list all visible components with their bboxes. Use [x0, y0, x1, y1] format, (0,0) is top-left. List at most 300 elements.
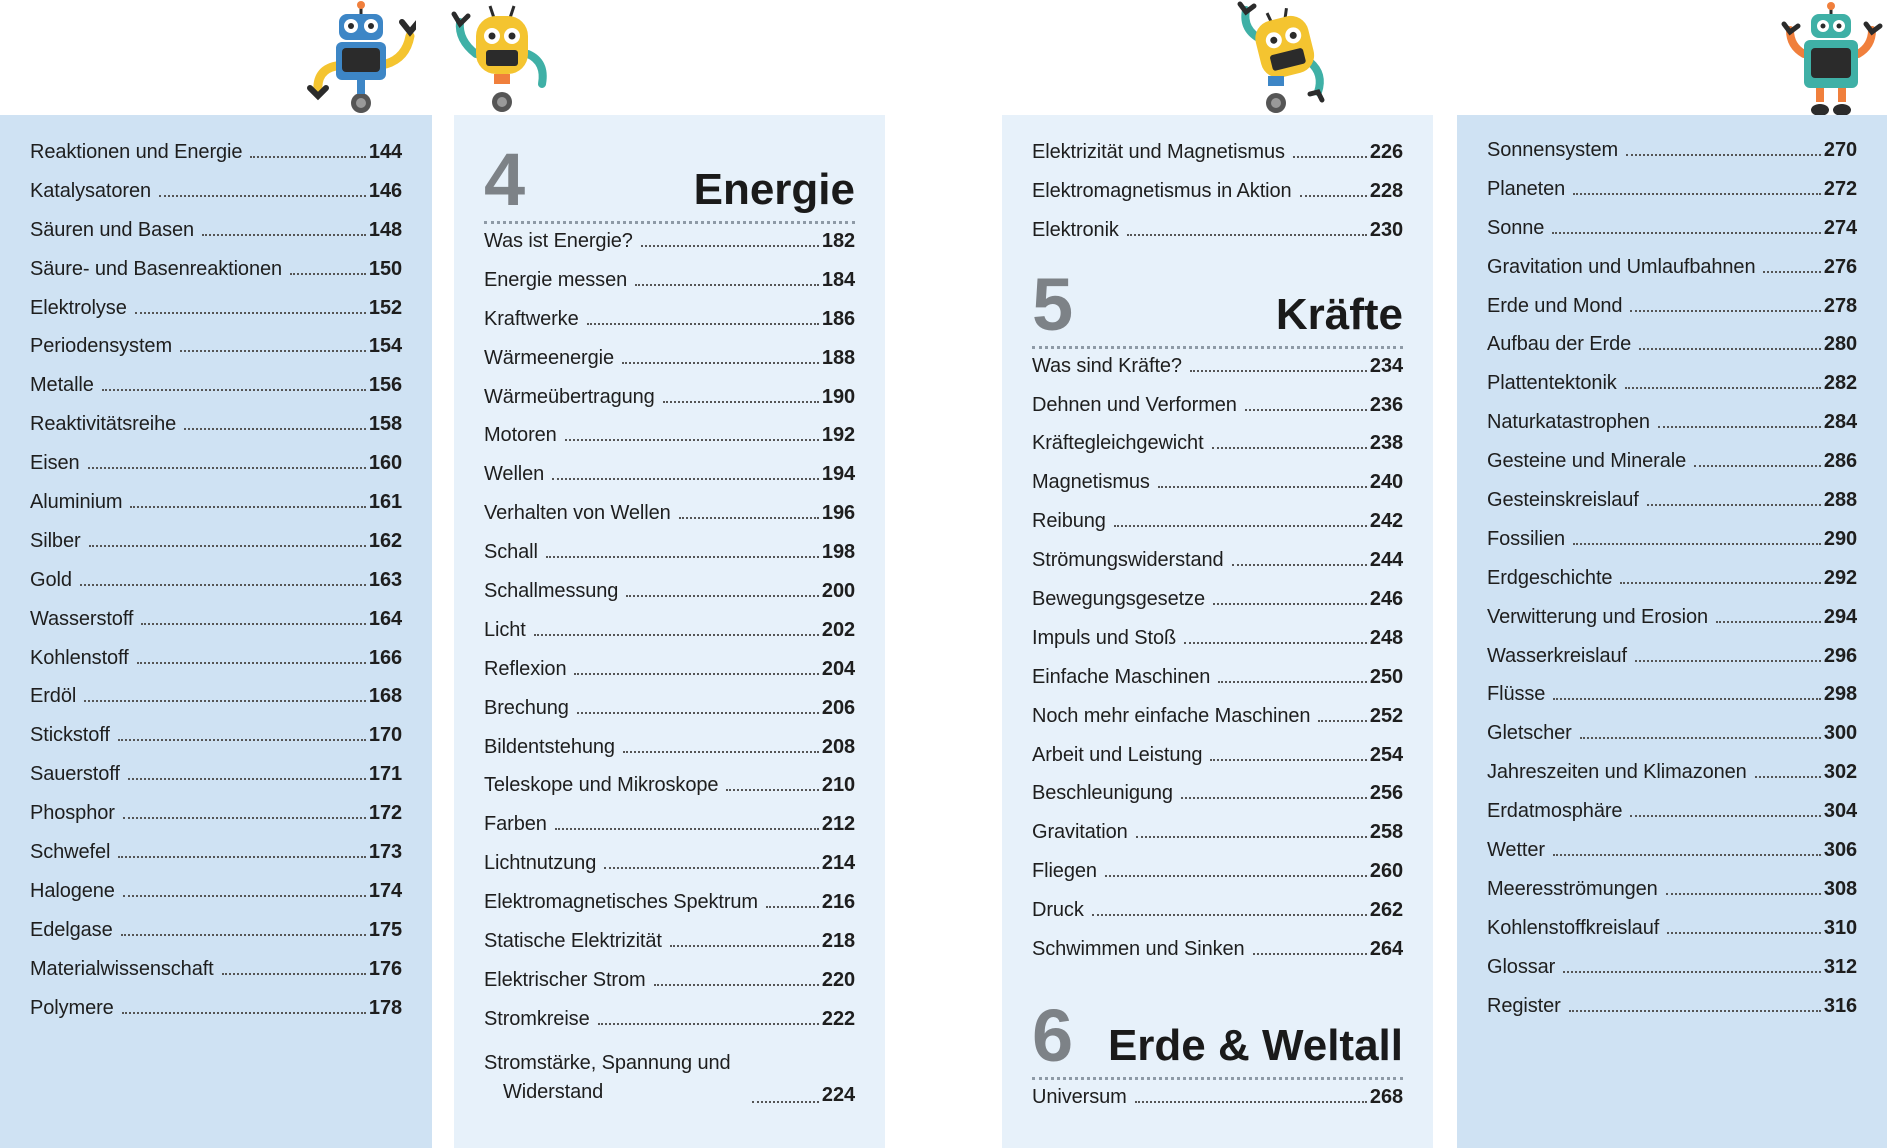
- dot-leader: [598, 1023, 819, 1025]
- dot-leader: [1630, 815, 1820, 817]
- toc-entry[interactable]: [1032, 394, 1403, 433]
- toc-entry[interactable]: [1032, 588, 1403, 627]
- toc-entry-title: Licht: [484, 618, 526, 641]
- toc-entry-page: 156: [368, 374, 402, 397]
- toc-entry-page: 252: [1369, 704, 1403, 727]
- toc-entry[interactable]: [1487, 800, 1857, 839]
- toc-entry-page: 154: [368, 335, 402, 358]
- toc-entry[interactable]: [1032, 744, 1403, 783]
- dot-leader: [250, 156, 366, 158]
- toc-entry[interactable]: [1032, 1086, 1403, 1125]
- toc-entry-title: Säuren und Basen: [30, 218, 195, 241]
- toc-entry[interactable]: [30, 685, 402, 724]
- toc-entry-title: Wellen: [484, 463, 545, 486]
- toc-entry-title: Elektromagnetismus in Aktion: [1032, 179, 1292, 202]
- toc-entry[interactable]: [30, 763, 402, 802]
- toc-entry-page: 210: [821, 774, 855, 797]
- toc-entry[interactable]: [30, 335, 402, 374]
- toc-panel-erde-weltall-continued: [1457, 115, 1887, 1148]
- toc-entry-page: 186: [821, 307, 855, 330]
- toc-entry[interactable]: [1487, 839, 1857, 878]
- dot-leader: [1666, 893, 1821, 895]
- toc-entry[interactable]: [1487, 878, 1857, 917]
- toc-entry-page: 270: [1823, 139, 1857, 161]
- toc-entry-page: 160: [368, 452, 402, 475]
- toc-entry-title: Farben: [484, 813, 547, 836]
- dot-leader: [1218, 681, 1367, 683]
- toc-entry[interactable]: [1032, 821, 1403, 860]
- toc-entry[interactable]: [484, 230, 855, 269]
- toc-entry-page: 168: [368, 685, 402, 708]
- toc-entry[interactable]: [30, 491, 402, 530]
- toc-entry[interactable]: [1487, 217, 1857, 256]
- toc-entry-page: 230: [1369, 218, 1403, 241]
- toc-entry[interactable]: [30, 569, 402, 608]
- toc-entry-title: Reaktionen und Energie: [30, 141, 243, 163]
- toc-entry-title: Einfache Maschinen: [1032, 665, 1211, 688]
- toc-entry-page: 308: [1823, 877, 1857, 900]
- toc-entry-title: Elektrischer Strom: [484, 968, 646, 991]
- toc-entry-title: Magnetismus: [1032, 471, 1150, 494]
- dot-leader: [89, 545, 366, 547]
- toc-entry[interactable]: [30, 997, 402, 1036]
- dot-leader: [1626, 154, 1821, 156]
- toc-entry-page: 262: [1369, 899, 1403, 922]
- toc-entry[interactable]: [1487, 995, 1857, 1034]
- toc-entry-page: 296: [1823, 644, 1857, 667]
- robot-yellow-illustration: [446, 0, 556, 118]
- dot-leader: [1630, 310, 1820, 312]
- toc-entry-title: Schallmessung: [484, 580, 619, 603]
- toc-entry-title: Flüsse: [1487, 683, 1546, 706]
- dot-leader: [1763, 271, 1820, 273]
- dot-leader: [663, 401, 819, 403]
- toc-entry-page: 256: [1369, 782, 1403, 805]
- toc-entry-title: Eisen: [30, 452, 80, 475]
- dot-leader: [1190, 370, 1367, 372]
- dot-leader: [1158, 486, 1367, 488]
- toc-entry-title: Sonnensystem: [1487, 139, 1619, 161]
- dot-leader: [222, 973, 366, 975]
- toc-entry-page: 175: [368, 918, 402, 941]
- toc-entry-title: Statische Elektrizität: [484, 930, 662, 953]
- toc-entry[interactable]: [30, 608, 402, 647]
- toc-entry-title: Beschleunigung: [1032, 782, 1173, 805]
- toc-entry[interactable]: [1032, 860, 1403, 899]
- toc-entry[interactable]: [1032, 355, 1403, 394]
- toc-entry[interactable]: [1487, 761, 1857, 800]
- toc-entry[interactable]: [30, 880, 402, 919]
- toc-entry[interactable]: [484, 852, 855, 891]
- toc-entry-page: 204: [821, 657, 855, 680]
- toc-entry[interactable]: [1032, 705, 1403, 744]
- toc-entry[interactable]: [1032, 219, 1403, 258]
- toc-entry-title: Edelgase: [30, 918, 113, 941]
- dot-leader: [1755, 776, 1821, 778]
- toc-entry-page: 238: [1369, 432, 1403, 455]
- toc-entry[interactable]: [484, 580, 855, 619]
- toc-entry-page: 172: [368, 802, 402, 825]
- toc-entry-title: Naturkatastrophen: [1487, 411, 1650, 434]
- toc-entry-page: 310: [1823, 916, 1857, 939]
- toc-entry[interactable]: [1487, 683, 1857, 722]
- toc-entry-page: 212: [821, 813, 855, 836]
- dot-leader: [604, 867, 819, 869]
- dot-leader: [1136, 836, 1367, 838]
- toc-entry-page: 274: [1823, 216, 1857, 239]
- toc-entry[interactable]: [484, 774, 855, 813]
- toc-entry-title: Kohlenstoff: [30, 646, 129, 669]
- toc-entry-title: Was sind Kräfte?: [1032, 354, 1182, 377]
- toc-entry-title: Gesteinskreislauf: [1487, 489, 1639, 512]
- toc-entry[interactable]: [1487, 333, 1857, 372]
- chapter-title: Erde & Weltall: [1107, 1020, 1403, 1070]
- dot-leader: [1318, 720, 1366, 722]
- toc-entry-page: 304: [1823, 800, 1857, 823]
- dot-leader: [1573, 193, 1821, 195]
- toc-entry[interactable]: [30, 219, 402, 258]
- toc-entry-page: 162: [368, 529, 402, 552]
- toc-entry-title: Impuls und Stoß: [1032, 626, 1177, 649]
- toc-entry-page: 171: [368, 763, 402, 786]
- toc-entry-page: 288: [1823, 489, 1857, 512]
- dot-leader: [1552, 232, 1821, 234]
- chapter-heading-5: [1032, 262, 1403, 349]
- dot-leader: [1210, 759, 1366, 761]
- toc-entry-title: Schwefel: [30, 841, 111, 864]
- toc-entry-title: Universum: [1032, 1085, 1127, 1108]
- toc-entry-page: 146: [368, 179, 402, 202]
- dot-leader: [1127, 234, 1367, 236]
- toc-entry-page: 192: [821, 424, 855, 447]
- toc-entry-page: 173: [368, 841, 402, 864]
- toc-entry-page: 316: [1823, 994, 1857, 1017]
- toc-entry-title: Kräftegleichgewicht: [1032, 432, 1204, 455]
- toc-entry-title: Gesteine und Minerale: [1487, 450, 1687, 473]
- dot-leader: [290, 273, 366, 275]
- toc-entry-page: 278: [1823, 294, 1857, 317]
- toc-entry[interactable]: [1487, 567, 1857, 606]
- toc-entry[interactable]: [1487, 256, 1857, 295]
- toc-entry[interactable]: [1032, 899, 1403, 938]
- toc-entry-title: Phosphor: [30, 802, 115, 825]
- toc-entry[interactable]: [30, 413, 402, 452]
- toc-entry-title: Gravitation und Umlaufbahnen: [1487, 255, 1756, 278]
- toc-entry-page: 282: [1823, 372, 1857, 395]
- toc-entry-title: Gold: [30, 568, 72, 591]
- toc-entry[interactable]: [1032, 432, 1403, 471]
- toc-entry-page: 306: [1823, 839, 1857, 862]
- toc-entry-page: 200: [821, 580, 855, 603]
- dot-leader: [1293, 156, 1367, 158]
- toc-entry[interactable]: [484, 813, 855, 852]
- toc-entry[interactable]: [1032, 782, 1403, 821]
- dot-leader: [1716, 621, 1821, 623]
- toc-entry[interactable]: [1487, 372, 1857, 411]
- toc-entry-title: Stickstoff: [30, 724, 110, 747]
- chapter-heading-4: [484, 138, 855, 224]
- robot-yellow-tilted-illustration: [1222, 0, 1332, 118]
- dot-leader: [534, 634, 819, 636]
- toc-entry-title: Jahreszeiten und Klimazonen: [1487, 761, 1747, 784]
- toc-entry-title: Noch mehr einfache Maschinen: [1032, 704, 1311, 727]
- toc-entry-title: Elektromagnetisches Spektrum: [484, 891, 758, 914]
- toc-entry-title: Gravitation: [1032, 821, 1128, 844]
- toc-entry-page: 242: [1369, 510, 1403, 533]
- toc-entry-title: Kraftwerke: [484, 307, 579, 330]
- toc-entry[interactable]: [1487, 645, 1857, 684]
- toc-entry-title: Reflexion: [484, 657, 567, 680]
- dot-leader: [128, 778, 366, 780]
- toc-entry-page: 174: [368, 879, 402, 902]
- chapter-title: Kräfte: [1275, 289, 1403, 339]
- chapter-number: 6: [1032, 993, 1074, 1077]
- toc-panel-energie: [454, 115, 885, 1148]
- toc-entry[interactable]: [1487, 956, 1857, 995]
- dot-leader: [1213, 603, 1367, 605]
- toc-entry-title: Motoren: [484, 424, 557, 447]
- toc-entry-page: 224: [821, 1083, 855, 1106]
- toc-entry-page: 152: [368, 296, 402, 319]
- toc-entry-title: Lichtnutzung: [484, 852, 597, 875]
- dot-leader: [1114, 525, 1367, 527]
- dot-leader: [552, 478, 819, 480]
- robot-blue-illustration: [306, 0, 416, 118]
- toc-entry-title: Wärmeübertragung: [484, 385, 655, 408]
- toc-entry[interactable]: [1032, 938, 1403, 977]
- toc-entry-title: Elektrizität und Magnetismus: [1032, 141, 1285, 163]
- dot-leader: [1635, 660, 1821, 662]
- dot-leader: [80, 584, 366, 586]
- toc-entry[interactable]: [484, 969, 855, 1008]
- toc-entry-page: 248: [1369, 626, 1403, 649]
- toc-entry-title: Säure- und Basenreaktionen: [30, 257, 283, 280]
- dot-leader: [118, 739, 366, 741]
- dot-leader: [622, 362, 819, 364]
- toc-entry[interactable]: [30, 141, 402, 180]
- toc-entry-title: Reibung: [1032, 510, 1106, 533]
- toc-entry[interactable]: [30, 724, 402, 763]
- toc-entry-page: 290: [1823, 527, 1857, 550]
- toc-entry[interactable]: [1487, 489, 1857, 528]
- dot-leader: [1245, 409, 1367, 411]
- toc-entry[interactable]: [484, 347, 855, 386]
- toc-entry[interactable]: [1487, 917, 1857, 956]
- toc-entry[interactable]: [484, 736, 855, 775]
- dot-leader: [1625, 387, 1821, 389]
- toc-list: [30, 141, 402, 1035]
- dot-leader: [670, 945, 819, 947]
- toc-entry[interactable]: [1032, 510, 1403, 549]
- toc-entry[interactable]: [484, 269, 855, 308]
- toc-entry-title: Register: [1487, 994, 1561, 1017]
- toc-entry-page: 246: [1369, 588, 1403, 611]
- toc-entry-title: Plattentektonik: [1487, 372, 1617, 395]
- toc-entry-title: Dehnen und Verformen: [1032, 393, 1237, 416]
- dot-leader: [574, 673, 818, 675]
- dot-leader: [1694, 465, 1821, 467]
- toc-entry-page: 208: [821, 735, 855, 758]
- toc-entry[interactable]: [1032, 666, 1403, 705]
- toc-entry[interactable]: [484, 1047, 855, 1115]
- robot-teal-illustration: [1776, 0, 1886, 118]
- dot-leader: [102, 389, 366, 391]
- toc-entry[interactable]: [1487, 411, 1857, 450]
- dot-leader: [766, 906, 819, 908]
- toc-entry[interactable]: [484, 386, 855, 425]
- toc-entry[interactable]: [484, 930, 855, 969]
- toc-entry-title: Erdatmosphäre: [1487, 800, 1623, 823]
- toc-entry[interactable]: [484, 697, 855, 736]
- toc-entry[interactable]: [30, 452, 402, 491]
- toc-entry[interactable]: [484, 1008, 855, 1047]
- chapter-heading-6: [1032, 995, 1403, 1080]
- dot-leader: [752, 1101, 819, 1103]
- toc-entry-page: 236: [1369, 393, 1403, 416]
- toc-entry-page: 196: [821, 502, 855, 525]
- toc-entry-page: 144: [368, 141, 402, 163]
- dot-leader: [1563, 971, 1821, 973]
- dot-leader: [1105, 875, 1367, 877]
- toc-entry[interactable]: [30, 802, 402, 841]
- toc-entry-title: Bewegungsgesetze: [1032, 588, 1205, 611]
- toc-entry-page: 158: [368, 413, 402, 436]
- toc-entry-page: 300: [1823, 722, 1857, 745]
- toc-entry-page: 214: [821, 852, 855, 875]
- toc-entry-page: 276: [1823, 255, 1857, 278]
- toc-entry-page: 284: [1823, 411, 1857, 434]
- toc-entry-title: Was ist Energie?: [484, 230, 633, 252]
- dot-leader: [123, 895, 366, 897]
- dot-leader: [623, 751, 819, 753]
- toc-entry-title: Katalysatoren: [30, 179, 151, 202]
- toc-entry-page: 234: [1369, 354, 1403, 377]
- toc-entry-title: Teleskope und Mikroskope: [484, 774, 719, 797]
- toc-list: [1032, 1086, 1403, 1125]
- dot-leader: [130, 506, 365, 508]
- toc-entry-page: 280: [1823, 333, 1857, 356]
- toc-entry[interactable]: [1487, 450, 1857, 489]
- toc-entry-page: 254: [1369, 743, 1403, 766]
- dot-leader: [1658, 426, 1821, 428]
- dot-leader: [626, 595, 819, 597]
- toc-entry-title: Fliegen: [1032, 860, 1097, 883]
- toc-entry-title: Elektronik: [1032, 218, 1119, 241]
- dot-leader: [88, 467, 366, 469]
- toc-entry[interactable]: [1487, 295, 1857, 334]
- toc-entry-page: 194: [821, 463, 855, 486]
- dot-leader: [1553, 854, 1821, 856]
- toc-entry-page: 264: [1369, 938, 1403, 961]
- toc-entry[interactable]: [484, 502, 855, 541]
- toc-entry[interactable]: [484, 658, 855, 697]
- toc-entry-page: 268: [1369, 1085, 1403, 1108]
- toc-entry-title: Metalle: [30, 374, 94, 397]
- toc-entry-title: Elektrolyse: [30, 296, 127, 319]
- toc-entry[interactable]: [484, 308, 855, 347]
- toc-entry-title: Halogene: [30, 879, 115, 902]
- toc-entry-page: 298: [1823, 683, 1857, 706]
- dot-leader: [159, 195, 366, 197]
- toc-entry[interactable]: [30, 841, 402, 880]
- toc-entry[interactable]: [1032, 549, 1403, 588]
- toc-entry[interactable]: [1487, 139, 1857, 178]
- toc-entry[interactable]: [30, 258, 402, 297]
- toc-entry[interactable]: [30, 647, 402, 686]
- toc-entry[interactable]: [484, 891, 855, 930]
- toc-entry-page: 244: [1369, 549, 1403, 572]
- toc-entry[interactable]: [1032, 471, 1403, 510]
- toc-entry-page: 206: [821, 696, 855, 719]
- toc-entry[interactable]: [30, 919, 402, 958]
- toc-entry-page: 216: [821, 891, 855, 914]
- dot-leader: [1647, 504, 1821, 506]
- toc-entry-title: Sonne: [1487, 216, 1545, 239]
- dot-leader: [121, 934, 366, 936]
- toc-entry-page: 258: [1369, 821, 1403, 844]
- toc-entry-title: Meeresströmungen: [1487, 877, 1658, 900]
- dot-leader: [1569, 1010, 1821, 1012]
- toc-entry[interactable]: [1032, 141, 1403, 180]
- toc-entry[interactable]: [1487, 528, 1857, 567]
- toc-entry[interactable]: [1032, 180, 1403, 219]
- toc-entry-page: 240: [1369, 471, 1403, 494]
- toc-entry-page: 190: [821, 385, 855, 408]
- dot-leader: [123, 817, 366, 819]
- toc-entry-page: 302: [1823, 761, 1857, 784]
- toc-entry-title: Brechung: [484, 696, 569, 719]
- toc-entry[interactable]: [484, 619, 855, 658]
- dot-leader: [118, 856, 366, 858]
- toc-entry-title: Wasserkreislauf: [1487, 644, 1628, 667]
- toc-entry-page: 188: [821, 346, 855, 369]
- toc-entry[interactable]: [1032, 627, 1403, 666]
- toc-entry-page: 228: [1369, 179, 1403, 202]
- toc-entry[interactable]: [484, 541, 855, 580]
- toc-entry-title: Fossilien: [1487, 527, 1566, 550]
- toc-entry[interactable]: [30, 958, 402, 997]
- dot-leader: [555, 828, 819, 830]
- toc-entry[interactable]: [30, 530, 402, 569]
- toc-entry[interactable]: [30, 180, 402, 219]
- toc-entry-title: Erdöl: [30, 685, 77, 708]
- toc-entry-page: 176: [368, 957, 402, 980]
- dot-leader: [1232, 564, 1367, 566]
- toc-entry[interactable]: [484, 424, 855, 463]
- toc-entry[interactable]: [1487, 178, 1857, 217]
- toc-entry-page: 182: [821, 230, 855, 252]
- toc-list: [1487, 139, 1857, 1033]
- dot-leader: [135, 312, 366, 314]
- toc-entry-page: 260: [1369, 860, 1403, 883]
- toc-entry[interactable]: [1487, 722, 1857, 761]
- toc-entry[interactable]: [30, 374, 402, 413]
- toc-entry[interactable]: [30, 297, 402, 336]
- toc-entry-title: Periodensystem: [30, 335, 172, 358]
- toc-entry[interactable]: [484, 463, 855, 502]
- toc-entry-page: 198: [821, 541, 855, 564]
- dot-leader: [141, 623, 366, 625]
- dot-leader: [565, 439, 819, 441]
- toc-entry-title: Verhalten von Wellen: [484, 502, 671, 525]
- toc-entry[interactable]: [1487, 606, 1857, 645]
- chapter-number: 5: [1032, 262, 1074, 346]
- toc-entry-page: 178: [368, 996, 402, 1019]
- chapter-number: 4: [484, 138, 526, 221]
- dot-leader: [679, 517, 819, 519]
- dot-leader: [1135, 1101, 1367, 1103]
- dot-leader: [122, 1012, 366, 1014]
